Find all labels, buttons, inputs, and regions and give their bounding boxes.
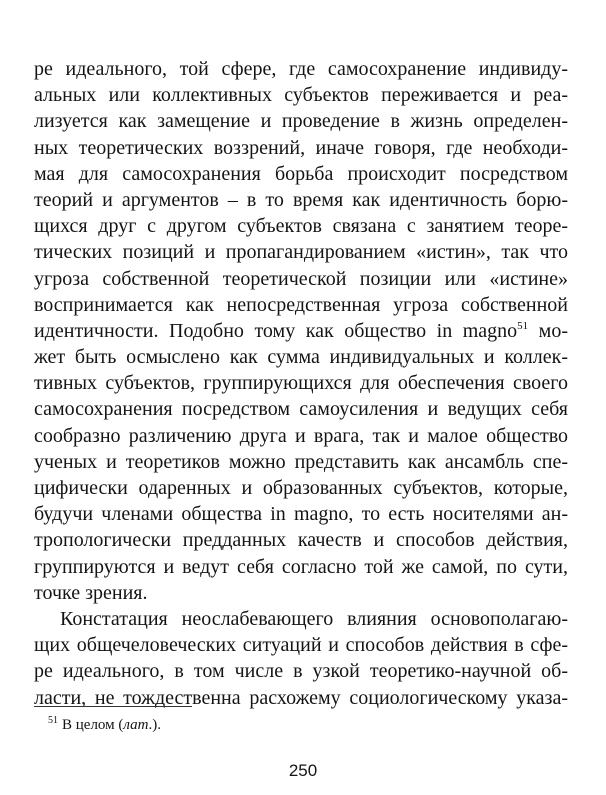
text-line-with-footnote-ref	[34, 318, 568, 344]
page-number: 250	[288, 761, 318, 780]
footnote-divider	[34, 706, 192, 707]
footnote-text: В целом (	[62, 717, 124, 733]
text-line: будучи членами общества in magno, то есть носителями ан-	[34, 503, 568, 526]
text-line: ре идеального, в том числе в узкой теоретико-научной об-	[34, 660, 568, 683]
text-line: лизуется как замещение и проведение в жизнь определен-	[34, 110, 568, 133]
footnote-italic-text: лат	[123, 717, 149, 733]
text-line: тивных субъектов, группирующихся для обеспечения своего	[34, 372, 568, 395]
footnote-number: 51	[48, 715, 58, 726]
text-line: точке зрения.	[34, 581, 148, 604]
text-line: мая для самосохранения борьба происходит посредством	[34, 162, 568, 185]
text-segment: мо-	[528, 319, 568, 342]
text-line: жет быть осмыслено как сумма индивидуальных и коллек-	[34, 346, 568, 369]
text-line: сообразно различению друга и врага, так и малое общество	[34, 424, 568, 447]
text-line: тических позиций и пропагандированием «истин», так что	[34, 241, 568, 264]
text-line: ласти, не тождественна расхожему социологическому указа-	[34, 686, 568, 709]
footnote-text: .).	[148, 717, 161, 733]
text-line: ученых и теоретиков можно представить как ансамбль спе-	[34, 450, 568, 473]
text-line: цифически одаренных и образованных субъектов, которые,	[34, 477, 568, 499]
text-line: альных или коллективных субъектов переживается и реа-	[34, 84, 568, 107]
text-line: группируются и ведут себя согласно той же самой, по сути,	[34, 555, 568, 578]
paragraph-1	[34, 56, 568, 606]
text-line: воспринимается как непосредственная угроза собственной	[34, 293, 568, 316]
text-segment: идентичности. Подобно тому как общество in magno	[34, 319, 518, 342]
main-text	[34, 56, 568, 711]
text-line: самосохранения посредством самоусиления и ведущих себя	[34, 398, 568, 421]
footnote-reference[interactable]: 51	[517, 319, 529, 332]
paragraph-2	[34, 606, 568, 711]
text-line: щих общечеловеческих ситуаций и способов действия в сфе-	[34, 634, 568, 657]
text-line: Констатация неослабевающего влияния основополагаю-	[60, 607, 568, 630]
text-line: ре идеального, той сфере, где самосохранение индивиду-	[34, 58, 568, 80]
footnote	[34, 716, 161, 734]
text-line: теорий и аргументов – в то время как идентичность борю-	[34, 188, 568, 211]
text-line: ных теоретических воззрений, иначе говоря, где необходи-	[34, 136, 568, 159]
text-line: тропологически предданных качеств и способов действия,	[34, 529, 568, 552]
text-line: угроза собственной теоретической позиции или «истине»	[34, 267, 568, 290]
text-line: щихся друг с другом субъектов связана с занятием теоре-	[34, 215, 568, 238]
